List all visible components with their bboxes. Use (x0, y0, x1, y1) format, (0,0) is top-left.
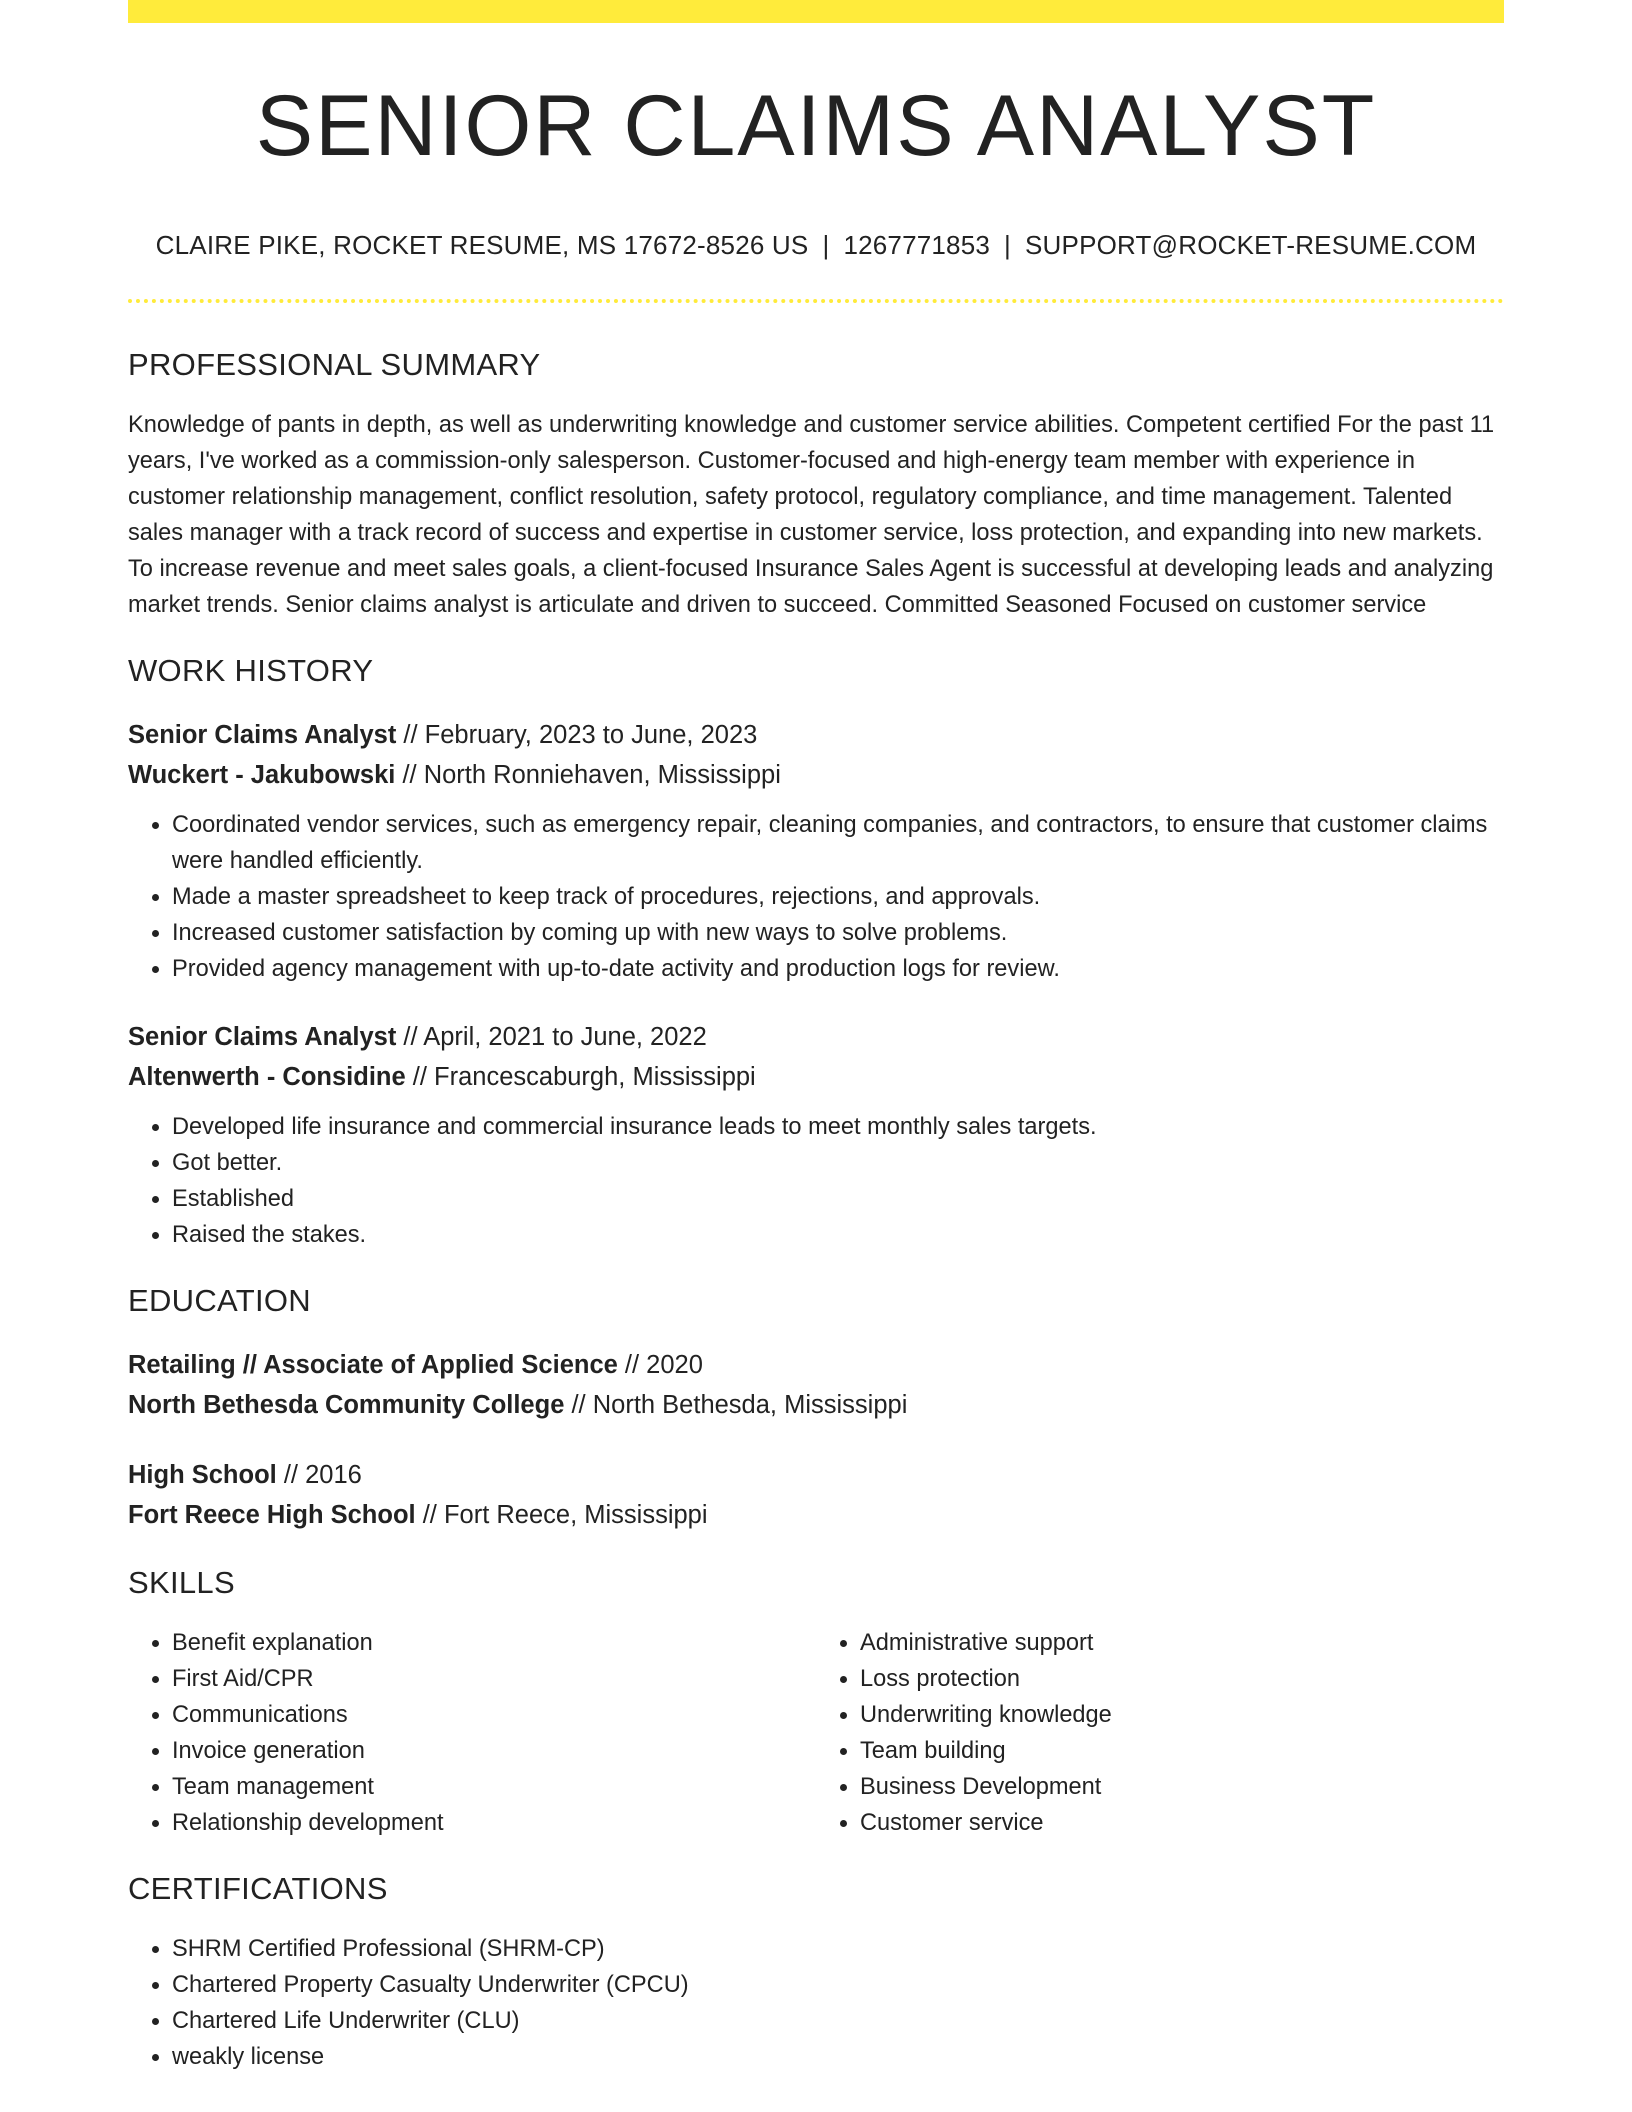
job-title: Senior Claims Analyst (128, 1023, 397, 1051)
education-year: // 2020 (617, 1351, 703, 1379)
list-item: • Customer service (860, 1805, 1504, 1841)
list-item: • Team management (172, 1769, 816, 1805)
work-history-heading: WORK HISTORY (128, 653, 374, 688)
list-item: • Established (172, 1181, 1504, 1217)
education-degree-line (128, 1345, 1504, 1385)
job-company-line (128, 1057, 1504, 1097)
contact-email: SUPPORT@ROCKET-RESUME.COM (1025, 230, 1477, 260)
dotted-divider (128, 299, 1504, 303)
list-item: • Provided agency management with up-to-date activity and production logs for review. (172, 951, 1504, 987)
list-item: • Relationship development (172, 1805, 816, 1841)
job-company: Altenwerth - Considine (128, 1063, 406, 1091)
education-school-line (128, 1385, 1504, 1425)
job-location: // North Ronniehaven, Mississippi (395, 761, 781, 789)
job-bullets (128, 1109, 1504, 1253)
certifications-heading: CERTIFICATIONS (128, 1871, 388, 1906)
list-item: • Communications (172, 1697, 816, 1733)
summary-heading: PROFESSIONAL SUMMARY (128, 347, 541, 382)
education-degree: High School (128, 1461, 277, 1489)
resume-page (128, 0, 1504, 2075)
list-item: • Increased customer satisfaction by coming up with new ways to solve problems. (172, 915, 1504, 951)
job-bullets (128, 807, 1504, 987)
certifications-list (128, 1931, 1504, 2075)
job-title-line (128, 1017, 1504, 1057)
job-title-line (128, 715, 1504, 755)
skills-left-list (128, 1625, 816, 1841)
contact-separator: | (822, 230, 830, 260)
job-location: // Francescaburgh, Mississippi (405, 1063, 756, 1091)
education-entry (128, 1345, 1504, 1425)
education-school: North Bethesda Community College (128, 1391, 565, 1419)
list-item: • Chartered Property Casualty Underwriter (CPCU) (172, 1967, 1504, 2003)
job-title: Senior Claims Analyst (128, 721, 397, 749)
skills-heading: SKILLS (128, 1565, 235, 1600)
list-item: • Raised the stakes. (172, 1217, 1504, 1253)
education-location: // North Bethesda, Mississippi (564, 1391, 908, 1419)
contact-separator: | (1004, 230, 1012, 260)
list-item: • Made a master spreadsheet to keep track of procedures, rejections, and approvals. (172, 879, 1504, 915)
education-year: // 2016 (276, 1461, 362, 1489)
job-dates: // April, 2021 to June, 2022 (396, 1023, 707, 1051)
contact-phone: 1267771853 (843, 230, 991, 260)
list-item: • Coordinated vendor services, such as emergency repair, cleaning companies, and contractors, to ensure that customer claims were handled efficiently. (172, 807, 1504, 879)
list-item: • Team building (860, 1733, 1504, 1769)
education-school: Fort Reece High School (128, 1501, 416, 1529)
education-degree: Retailing // Associate of Applied Science (128, 1351, 618, 1379)
list-item: • Developed life insurance and commercial insurance leads to meet monthly sales targets. (172, 1109, 1504, 1145)
education-heading: EDUCATION (128, 1283, 311, 1318)
job-entry (128, 715, 1504, 987)
skills-columns (128, 1625, 1504, 1841)
job-dates: // February, 2023 to June, 2023 (396, 721, 758, 749)
list-item: • Administrative support (860, 1625, 1504, 1661)
education-degree-line (128, 1455, 1504, 1495)
list-item: • Benefit explanation (172, 1625, 816, 1661)
job-company: Wuckert - Jakubowski (128, 761, 396, 789)
summary-text: Knowledge of pants in depth, as well as underwriting knowledge and customer service abilities. Competent certified For the past 11 years, I've worked as a commission-only salesperson. Customer-focused and high-energy team member with experience in customer relationship management, conflict resolution, safety protocol, regulatory compliance, and time management. Talented sales manager with a track record of success and expertise in customer service, loss protection, and expanding into new markets. To increase revenue and meet sales goals, a client-focused Insurance Sales Agent is successful at developing leads and analyzing market trends. Senior claims analyst is articulate and driven to succeed. Committed Seasoned Focused on customer service (128, 412, 1495, 618)
contact-address: CLAIRE PIKE, ROCKET RESUME, MS 17672-8526 US (155, 230, 809, 260)
education-location: // Fort Reece, Mississippi (415, 1501, 708, 1529)
job-company-line (128, 755, 1504, 795)
skills-right-list (816, 1625, 1504, 1841)
list-item: • weakly license (172, 2039, 1504, 2075)
accent-top-bar (128, 0, 1504, 23)
education-school-line (128, 1495, 1504, 1535)
resume-title: SENIOR CLAIMS ANALYST (255, 78, 1377, 174)
job-entry (128, 1017, 1504, 1253)
list-item: • Chartered Life Underwriter (CLU) (172, 2003, 1504, 2039)
list-item: • Underwriting knowledge (860, 1697, 1504, 1733)
education-entry (128, 1455, 1504, 1535)
list-item: • Business Development (860, 1769, 1504, 1805)
list-item: • Got better. (172, 1145, 1504, 1181)
contact-line (128, 230, 1504, 261)
list-item: • First Aid/CPR (172, 1661, 816, 1697)
list-item: • SHRM Certified Professional (SHRM-CP) (172, 1931, 1504, 1967)
list-item: • Loss protection (860, 1661, 1504, 1697)
list-item: • Invoice generation (172, 1733, 816, 1769)
